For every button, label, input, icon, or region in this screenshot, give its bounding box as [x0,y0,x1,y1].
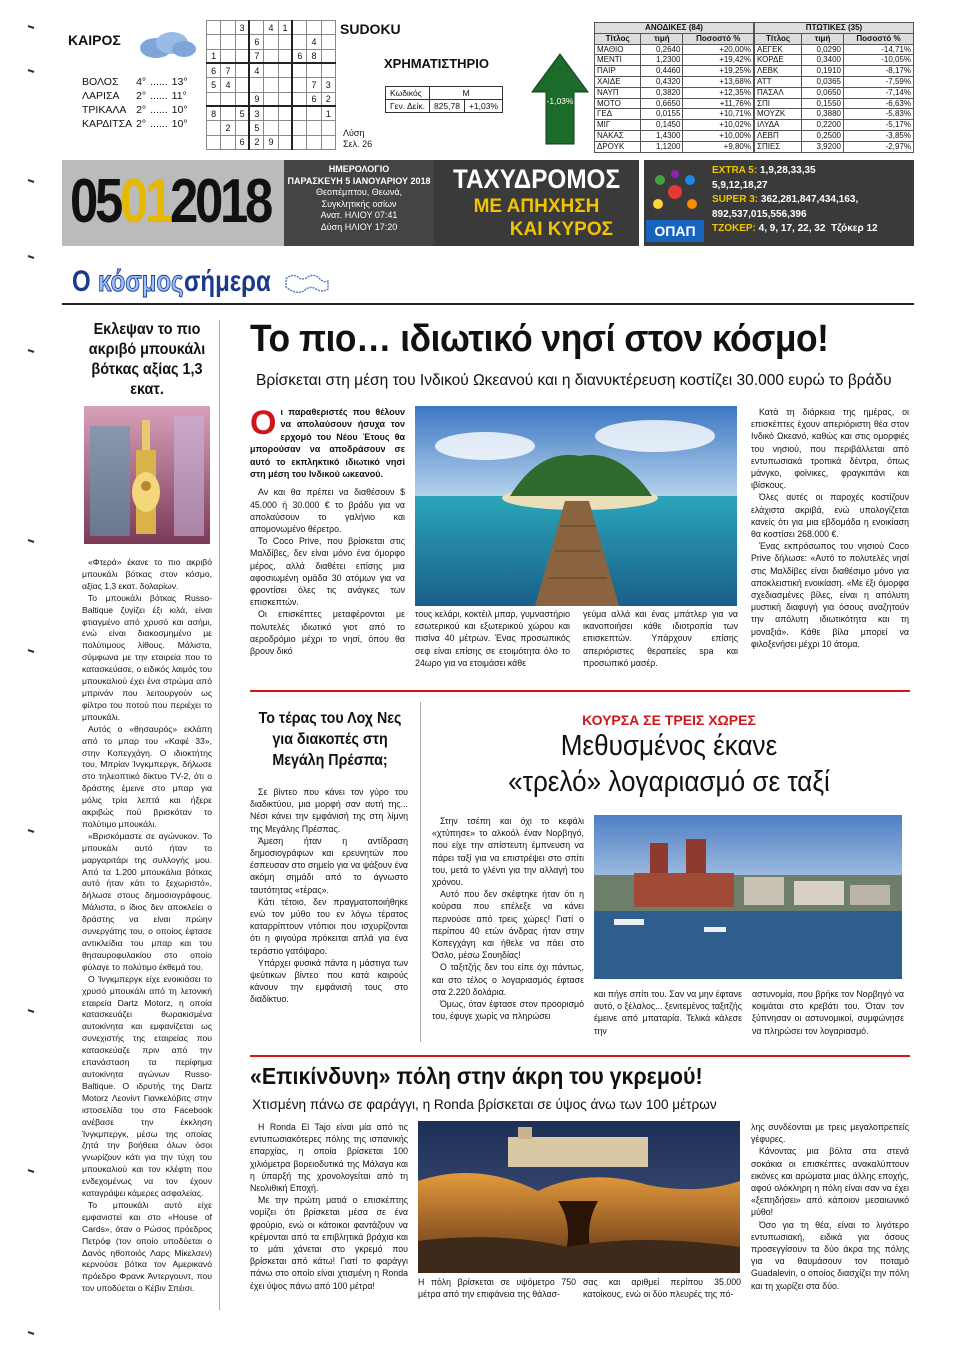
weather-table: ΒΟΛΟΣ 4° ...... 13° ΛΑΡΙΣΑ 2° ...... 11° ΤΡΙΚΑΛΑ 2° ...... 10° ΚΑΡΔΙΤΣΑ 2° ...... 10° [82,76,188,130]
table-row [755,44,914,55]
sudoku-cell [292,35,306,49]
article1-column-2: τους κελάρι, κοκτέιλ μπαρ, γυμναστήριο εσωτερικού και εξωτερικού χώρου και πισίνα 40 μέτρων. Ένας προσωπικός σεφ είναι επίσης σε ετοιμότητα όλο το 24ωρο για να ετοιμάσει κάθε [415,609,570,668]
stock-cell: ΑΤΤ [755,76,802,87]
table-row [595,76,754,87]
stock-cell: ΣΠΙ [755,98,802,109]
newspaper-slogan-2: ΚΑΙ ΚΥΡΟΣ [509,219,613,240]
taxi-headline-line2: «τρελό» λογαριασμό σε ταξί [508,766,830,798]
stock-title: ΧΡΗΜΑΤΙΣΤΗΡΙΟ [384,56,489,71]
sudoku-cell [321,35,335,49]
sudoku-cell [207,35,221,49]
stock-cell: 0,1910 [802,66,844,77]
stock-cell: ΧΑΙΔΕ [595,76,641,87]
stock-cell: 0,1450 [641,120,683,131]
sudoku-cell: 8 [207,106,221,120]
stock-cell: ΔΡΟΥΚ [595,141,641,152]
taxi-kicker: ΚΟΥΡΣΑ ΣΕ ΤΡΕΙΣ ΧΩΡΕΣ [582,712,756,728]
table-row [755,76,914,87]
sudoku-cell [235,49,249,63]
island-photo [415,406,737,606]
table-row [755,130,914,141]
stock-table-title: ΠΤΩΤΙΚΕΣ (35) [755,23,914,34]
sudoku-cell: 4 [249,63,263,77]
stock-cell: ΜΙΓ [595,120,641,131]
sudoku-cell: 6 [292,49,306,63]
table-row [755,120,914,131]
lochness-body: Σε βίντεο που κάνει τον γύρο του διαδικτύου, μια μορφή σαν αυτή της... Νέσι κάνει την εμφάνισή της στη λίμνη της Μεγάλης Πρέσπας. Άμεση ήταν η αντίδραση δημοσιογράφων και ερευνητών που έσπευσαν στο σημείο για να ψάξουν ένα ακόμη σημάδι από το άγνωστο ταυτότητας «τέρας». Κάτι τέτοιο, δεν πραγματοποιήθηκε ενώ τον μύθο του εν λόγω τέρατος καταρρίπτουν ντόπιοι που ισχυρίζονται ότι η φιγούρα πρόκειται απλά για ένα τεράστιο γατόψαρο. Υπάρχει φυσικά πάντα η μάστιγα των ψεύτικων βίντεο που κατά καιρούς κάνουν την εμφάνισή τους στο διαδίκτυο. [250,787,408,1005]
sudoku-cell: 8 [307,49,321,63]
stock-cell: -2,97% [843,141,913,152]
taxi-column-1: Στην τσέπη και όχι το κεφάλι «χτύπησε» το αλκοόλ έναν Νορβηγό, που είχε την απίστευτη έμπνευση να πάρει ταξί για να επιστρέψει στο σπίτι του, μετά το γλέντι για την αλλαγή του χρόνου. Αυτό που δεν σκέφτηκε ήταν ότι η κούρσα που επέλεξε να κάνει περνούσε από τρεις χώρες! Γιατί ο περίπου 40 ετών άνδρας ήταν στην Κοπεγχάγη και ήθελε να πάει στο Όσλο, μέσω Σουηδίας! Ο ταξιτζής δεν του είπε όχι πάντως, και στο τέλος ο λογαριασμός έφτασε στα 2.220 δολάρια. Όμως, όταν έφτασε στον προορισμό του, έφυγε χωρίς να πληρώσει [432,816,584,1022]
stock-cell: ΓΕΔ [595,109,641,120]
calendar-box: ΗΜΕΡΟΛΟΓΙΟ ΠΑΡΑΣΚΕΥΗ 5 ΙΑΝΟΥΑΡΙΟΥ 2018 Θεοπέμπτου, Θεωνά, Συγκλητικής οσίων Ανατ. ΗΛΙΟΥ 07:41 Δύση ΗΛΙΟΥ 17:20 [284,160,434,246]
ronda-subheadline: Χτισμένη πάνω σε φαράγγι, η Ronda βρίσκεται σε ύψος άνω των 100 μέτρων [252,1096,717,1112]
stock-cell: 1,4300 [641,130,683,141]
sidebar-body: «Φτερά» έκανε το πιο ακριβό μπουκάλι βότκας στον κόσμο, αξίας 1,3 εκατ. δολαρίων. Το μπουκάλι βότκας Russo-Baltique ζυγίζει έξι κιλά, είναι φτιαγμένο από χρυσό και ασήμι, ενώ είναι διακοσμημένο με πολύτιμους λίθους. Μάλιστα, σύμφωνα με την εταιρεία που το κατασκεύασε, ο ειδικός λαιμός του μπουκαλιού έχει ένα στρώμα από μπρινάν που λειτουργούν ως φίλτρο του ποτού που περιέχει το μπουκάλι. Αυτός ο «θησαυρός» εκλάπη από το μπαρ του «Καφέ 33», στην Κοπεγχάγη. Ο ιδιοκτήτης του, Μπρίαν Ίνγκμπεργκ, δήλωσε στο τηλεοπτικό δίκτυο TV-2, ότι ο δράστης έμεινε στο μπαρ για μόλις τρία λεπτά και ήξερε ακριβώς πού βρισκόταν το πολύτιμο μπουκάλι. «Βρισκόμαστε σε αγώνυκον. Το μπουκάλι αυτό ήταν το μαργαριτάρι της συλλογής μου. Από τα 1.200 μπουκάλια βότκας αυτό ήταν κάτι το ξεχωριστό», δήλωσε στους δημοσιογράφους. Μάλιστα, ο ίδιος δεν αποκλείει ο δράστης να είναι πρώην συνεργάτης του, ο οποίος έφτασε αντικλείδια του μπαρ και του θησαυροφυλακίου στο οποίο φύλαγε το πολύτιμο έκθεμά του. Ο Ίνγκμπεργκ είχε ενοικιάσει το χρυσό μπουκάλι από τη λετονική εταιρεία Dartz Motorz, η οποία κατασκευάζει θωρακισμένα αυτοκίνητα και εμφανίζεται ως συνεχιστής της εταιρείας που κατασκεύαζε πριν από την επανάσταση τα περίφημα αυτοκίνητα αγώνων Russo-Baltique. Ο ιδρυτής της Dartz Motorz Λεονίντ Γιανκελόβιτς στην ιστοσελίδα του στο Facebook ανέβασε την έκκληση Ίνγκμπεργκ, μέσω της οποίας ζητά την βοήθεια όλων όσοι γνωρίζουν κάτι για την τύχη του μπουκαλιού και τον κλέφτη που ενδεχομένως να τον έχουν καταγράψει κάμερες ασφαλείας. Το μπουκάλι αυτό είχε εμφανιστεί και στο «House of Cards», όταν ο Ρώσος πρόεδρος Πετρόφ (τον οποίο υποδύεται ο Δανός ηθοποιός Λαρς Μίκελσεν) κερνούσε βότκα τον Αμερικανό πρόεδρο Φρανκ Άντεργουντ, που τον υποδύεται ο Κέβιν Σπέισι. [82,557,212,1294]
sudoku-cell [221,92,235,106]
stock-cell: 0,0155 [641,109,683,120]
stock-cell: 0,1550 [802,98,844,109]
sudoku-cell [292,21,306,35]
article-divider [250,1055,910,1057]
sudoku-cell [292,63,306,77]
sudoku-cell [292,135,306,149]
column-rule [420,702,421,1042]
sudoku-cell: 2 [221,121,235,135]
sudoku-cell [264,78,278,92]
sudoku-cell [278,92,292,106]
stock-cell: ΑΕΓΕΚ [755,44,802,55]
stock-cell: 0,4320 [641,76,683,87]
section-header: Ο κόσμος σήμερα [72,263,332,303]
article1-subheadline: Βρίσκεται στη μέση του Ινδικού Ωκεανού και η διανυκτέρευση κοστίζει 30.000 ευρώ το βράδυ [256,372,892,389]
stock-cell: +10,00% [683,130,754,141]
sudoku-cell: 9 [264,135,278,149]
table-row [755,55,914,66]
stock-col-header: Ποσοστό % [843,33,913,44]
stock-cell: -7,59% [843,76,913,87]
stock-cell: +10,02% [683,120,754,131]
stock-cell: 0,6650 [641,98,683,109]
table-row [595,130,754,141]
stock-cell: ΛΕΒΠ [755,130,802,141]
table-row [595,98,754,109]
sudoku-cell [249,21,263,35]
article1-lead: Οι παραθεριστές που θέλουν να απολαύσουν ήσυχα τον ερχομό του Νέου Έτους θα μπορούσαν να αποδράσουν σε αυτό το εκπληκτικό ιδιωτικό νησί στη μέση του Ινδικού ωκεανού. [250,404,405,480]
stock-cell: -10,05% [843,55,913,66]
stock-cell: +11,76% [683,98,754,109]
sudoku-cell [264,121,278,135]
table-row [755,98,914,109]
stock-cell: -8,17% [843,66,913,77]
stock-cell: ΙΛΥΔΑ [755,120,802,131]
sudoku-cell: 4 [307,35,321,49]
sudoku-cell: 5 [249,121,263,135]
newspaper-name: ΤΑΧΥΔΡΟΜΟΣ [452,164,621,194]
world-map-icon [282,269,332,297]
table-row [595,109,754,120]
sudoku-cell [235,63,249,77]
taxi-column-2: και πήγε σπίτι του. Σαν να μην έφτανε αυτό, ο ξέλαλος... ξενιτεμένος ταξιτζής έμεινε από μπαταρία. Τελικά κάλεσε την [594,989,742,1036]
sudoku-cell [235,92,249,106]
sudoku-cell [278,121,292,135]
sudoku-cell: 6 [249,35,263,49]
table-row [595,141,754,152]
stock-cell: +10,71% [683,109,754,120]
stock-cell: -5,17% [843,120,913,131]
sudoku-cell [235,121,249,135]
sudoku-cell [221,135,235,149]
sudoku-cell: 3 [321,78,335,92]
sudoku-cell [264,106,278,120]
rising-stocks-table [594,22,754,153]
sudoku-cell [307,63,321,77]
sudoku-cell: 6 [307,92,321,106]
sudoku-cell [221,49,235,63]
stock-cell: ΝΑΚΑΣ [595,130,641,141]
table-row [755,141,914,152]
table-row [755,66,914,77]
ronda-column-4: λης συνδέονται με τρεις μεγαλοπρεπείς γέφυρες. Κάνοντας μια βόλτα στα στενά σοκάκια οι επισκέπτες ανακαλύπτουν εικόνες και αρώματα μιας άλλης εποχής, αφού ολόκληρη η πόλη είναι σαν να έχει «ξεπηδήσει» από κάποιον μεσαιωνικό μύθο! Όσο για τη θέα, είναι το λιγότερο εντυπωσιακή, ειδικά για όσους προσεγγίσουν τα δύο άκρα της πόλης για να θαυμάσουν τον ποταμό Guadalevin, ο οποίος διασχίζει την πόλη και τη χωρίζει στα δύο. [751,1122,909,1291]
table-row [755,87,914,98]
stock-cell: 1,2300 [641,55,683,66]
sidebar-headline: Εκλεψαν το πιο ακριβό μπουκάλι βότκας αξίας 1,3 εκατ. [88,321,206,398]
stock-cell: -14,71% [843,44,913,55]
stock-cell: ΚΟΡΔΕ [755,55,802,66]
sudoku-cell: 6 [207,63,221,77]
stock-col-header: Τίτλος [755,33,802,44]
sudoku-cell: 2 [249,135,263,149]
sudoku-cell [264,92,278,106]
sudoku-cell: 1 [278,21,292,35]
lottery-numbers: EXTRA 5: 1,9,28,33,35 5,9,12,18,27 SUPER 3: 362,281,847,434,163, 892,537,015,556,396 ΤΖΟΚΕΡ: 4, 9, 17, 22, 32 Τζόκερ 12 [712,165,878,234]
margin-ticks [20,0,40,1362]
stock-cell: +9,80% [683,141,754,152]
stock-cell: 0,2200 [802,120,844,131]
sudoku-cell [307,106,321,120]
sudoku-cell [321,63,335,77]
up-arrow-icon [530,52,590,146]
article1-column-1: Οι παραθεριστές που θέλουν να απολαύσουν ήσυχα τον ερχομό του Νέου Έτους θα μπορούσαν να αποδράσουν σε αυτό το εκπληκτικό ιδιωτικό νησί στη μέση του Ινδικού ωκεανού. Αν και θα πρέπει να διαθέσουν $ 45.000 ή 30.000 € το βράδυ για να απολαύσουν το γαλήνιο και απομονωμένο θέρετρο. Το Coco Prive, που βρίσκεται στις Μαλδίβες, δεν είναι μόνο ένα όμορφο μέρος, αλλά διαθέτει επίσης μια αφοσιωμένη ομάδα 30 ατόμων για να φροντίσει όλες τις ανάγκες των επισκεπτών. Οι επισκέπτες μεταφέρονται με πολυτελές ιδιωτικό γιοτ από το αεροδρόμιο μέχρι το νησί, όπου θα βρουν δικό [250,404,405,657]
ronda-headline: «Επικίνδυνη» πόλη στην άκρη του γκρεμού! [250,1063,703,1089]
issue-date: 05012018 [70,167,270,236]
taxi-headline-line1: Μεθυσμένος έκανε [560,730,778,762]
sudoku-cell [292,106,306,120]
stock-cell: +12,35% [683,87,754,98]
cloud-icon [136,30,198,60]
stock-table-title: ΑΝΟΔΙΚΕΣ (84) [595,23,754,34]
stock-cell: ΜΑΘΙΟ [595,44,641,55]
article1-column-3: γεύμα αλλά και ένας μπάτλερ για να ικανοποιήσει κάθε ιδιοτροπία των επισκεπτών. Υπάρχουν επίσης απεριόριστες θεραπείες spa και προσωπικό μασέρ. [583,609,738,668]
sudoku-cell [278,49,292,63]
table-row [595,66,754,77]
stock-cell: 0,0365 [802,76,844,87]
table-row [595,120,754,131]
stock-cell: ΜΟΤΟ [595,98,641,109]
sudoku-cell [207,21,221,35]
lochness-headline: Το τέρας του Λοχ Νες για διακοπές στη Μεγάλη Πρέσπα; [258,710,402,769]
weather-title: ΚΑΙΡΟΣ [68,32,121,48]
sudoku-cell: 3 [235,21,249,35]
opap-logo-icon [644,160,706,246]
svg-text:ΟΠΑΠ: ΟΠΑΠ [654,223,696,239]
stock-cell: 0,2640 [641,44,683,55]
falling-stocks-table [754,22,914,153]
article1-dropcap: Ο [250,404,277,442]
stock-col-header: τιμή [641,33,683,44]
article1-headline: Το πιο… ιδιωτικό νησί στον κόσμο! [250,318,829,360]
sudoku-cell [221,21,235,35]
sudoku-cell [235,78,249,92]
sudoku-cell [235,35,249,49]
sudoku-cell [278,78,292,92]
stock-cell: ΠΑΙΡ [595,66,641,77]
table-row [595,55,754,66]
sudoku-cell [221,106,235,120]
table-row [755,109,914,120]
vodka-bottle-photo [84,406,210,544]
sudoku-cell [321,135,335,149]
sudoku-cell [221,35,235,49]
sudoku-cell [278,135,292,149]
stock-col-header: Ποσοστό % [683,33,754,44]
sudoku-label: SUDOKU [340,21,401,37]
sudoku-cell [292,78,306,92]
stock-cell: -7,14% [843,87,913,98]
stock-cell: -3,85% [843,130,913,141]
sudoku-cell: 5 [235,106,249,120]
stock-cell: ΜΟΥΖΚ [755,109,802,120]
sudoku-cell [321,49,335,63]
stock-index-table: Κωδικός Μ Γεν. Δείκ. 825,78 +1,03% [385,86,503,113]
stock-cell: 1,1200 [641,141,683,152]
sudoku-cell: 4 [264,21,278,35]
sudoku-cell [264,49,278,63]
newspaper-slogan-1: ΜΕ ΑΠΗΧΗΣΗ [473,196,600,217]
table-row [595,44,754,55]
table-row [595,87,754,98]
sudoku-cell [207,121,221,135]
sudoku-cell: 2 [321,92,335,106]
weather-box [62,20,202,150]
sudoku-cell [249,78,263,92]
ronda-column-2: Η πόλη βρίσκεται σε υψόμετρο 750 μέτρα από την επιφάνεια της θάλασ- [418,1277,576,1300]
sudoku-cell: 1 [321,106,335,120]
stock-col-header: τιμή [802,33,844,44]
stock-cell: +19,42% [683,55,754,66]
stock-cell: +19,25% [683,66,754,77]
stock-cell: 0,3880 [802,109,844,120]
sudoku-cell [207,135,221,149]
article1-column-4: Κατά τη διάρκεια της ημέρας, οι επισκέπτες έχουν απεριόριστη θέα στον Ινδικό Ωκεανό, καθώς και στις ομορφιές του νησιού, που περιβάλλεται από εντυπωσιακά τροπικά δέντρα, όπως μάνγκο, φοίνικες, φραγκιπάνι και ιβίσκους. Όλες αυτές οι παροχές κοστίζουν ελάχιστα ακριβά, ενώ υπολογίζεται κανείς ότι για μια εβδομάδα η ενοικίαση θα κοστίσει 268.000 €. Ένας εκπρόσωπος του νησιού Coco Prive δήλωσε: «Αυτό το πολυτελές νησί στις Μαλδίβες είναι διαθέσιμο μόνο για αποκλειστική ενοικίαση. «Με έξι όμορφα σχεδιασμένες βίλες, είναι η απόλυτη μυστική διαφυγή για όσους αναζητούν την απόλυτη ιδιωτικότητα και τη μοναξιά». Κάθε βίλα μπορεί να φιλοξενήσει μέχρι 10 άτομα. [751,407,909,649]
sudoku-cell [207,92,221,106]
stock-cell: ΠΑΣΑΛ [755,87,802,98]
stock-cell: 0,0290 [802,44,844,55]
sudoku-cell [292,121,306,135]
oslo-harbour-photo [594,815,902,979]
column-rule [219,320,220,1310]
sudoku-cell [278,106,292,120]
stock-cell: -5,83% [843,109,913,120]
sudoku-cell: 3 [249,106,263,120]
stock-cell: -6,63% [843,98,913,109]
stock-cell: 0,3820 [641,87,683,98]
stock-cell: +20,00% [683,44,754,55]
sudoku-cell [307,135,321,149]
ronda-column-3: σας και αριθμεί περίπου 35.000 κατοίκους, ενώ οι δύο πλευρές της πό- [583,1277,741,1300]
date-box [62,160,284,246]
stock-cell: 3,9200 [802,141,844,152]
sudoku-cell [278,63,292,77]
sudoku-cell [278,35,292,49]
sudoku-cell [264,63,278,77]
sudoku-cell: 7 [221,63,235,77]
sudoku-cell: 4 [221,78,235,92]
sudoku-grid [206,20,336,150]
sudoku-solution-note: Λύση Σελ. 26 [343,128,373,149]
taxi-column-3: αστυνομία, που βρήκε τον Νορβηγό να κοιμάται στο κρεβάτι του. Όταν τον ξύπνησαν οι αστυνομικοί, συμφώνησε να πληρώσει τον λογαριασμό. [752,989,904,1036]
ronda-column-1: Η Ronda El Tajo είναι μία από τις εντυπωσιακότερες πόλης της ισπανικής επαρχίας, η οποία βρίσκεται 100 χιλιόμετρα βορειοδυτικά της Μάλαγα και η ύπαρξή της χρονολογείται από τη Νεολιθική Εποχή. Με την πρώτη ματιά ο επισκέπτης νομίζει ότι βρίσκεται μέσα σε ένα φρούριο, ενώ οι κάτοικοι φαντάζουν να κρέμονται από τα επιβλητικά βράχια και το μάτι χάνεται στο γκρεμό που βρίσκεται από κάτω! Γιατί το φαράγγι πάνω στο οποίο είναι χτισμένη η Ronda έχει ύψος πάνω από 100 μέτρα! [250,1122,408,1291]
stock-tables [594,22,914,150]
sudoku-cell [307,21,321,35]
sudoku-cell: 5 [207,78,221,92]
stock-cell: ΣΠΙΕΣ [755,141,802,152]
sudoku-cell: 6 [235,135,249,149]
stock-cell: 0,4460 [641,66,683,77]
article-divider [250,690,910,692]
sudoku-cell [292,92,306,106]
stock-cell: ΝΑΥΠ [595,87,641,98]
newspaper-logo-box [434,160,639,246]
sidebar-article [82,320,212,1310]
sudoku-cell: 7 [249,49,263,63]
sudoku-cell [264,35,278,49]
stock-cell: 0,0650 [802,87,844,98]
sudoku-cell [307,121,321,135]
stock-cell: ΜΕΝΤΙ [595,55,641,66]
stock-col-header: Τίτλος [595,33,641,44]
ronda-cliff-photo [418,1121,740,1273]
sudoku-cell: 9 [249,92,263,106]
sudoku-cell [321,21,335,35]
stock-cell: +13,68% [683,76,754,87]
lottery-results-box [644,160,914,246]
sudoku-cell: 1 [207,49,221,63]
stock-cell: 0,2500 [802,130,844,141]
stock-cell: ΛΕΒΚ [755,66,802,77]
stock-arrow-label: -1,03% [546,96,574,106]
sudoku-cell: 7 [307,78,321,92]
section-rule [62,303,914,305]
stock-cell: 0,3400 [802,55,844,66]
sudoku-cell [321,121,335,135]
header-band [62,160,914,246]
